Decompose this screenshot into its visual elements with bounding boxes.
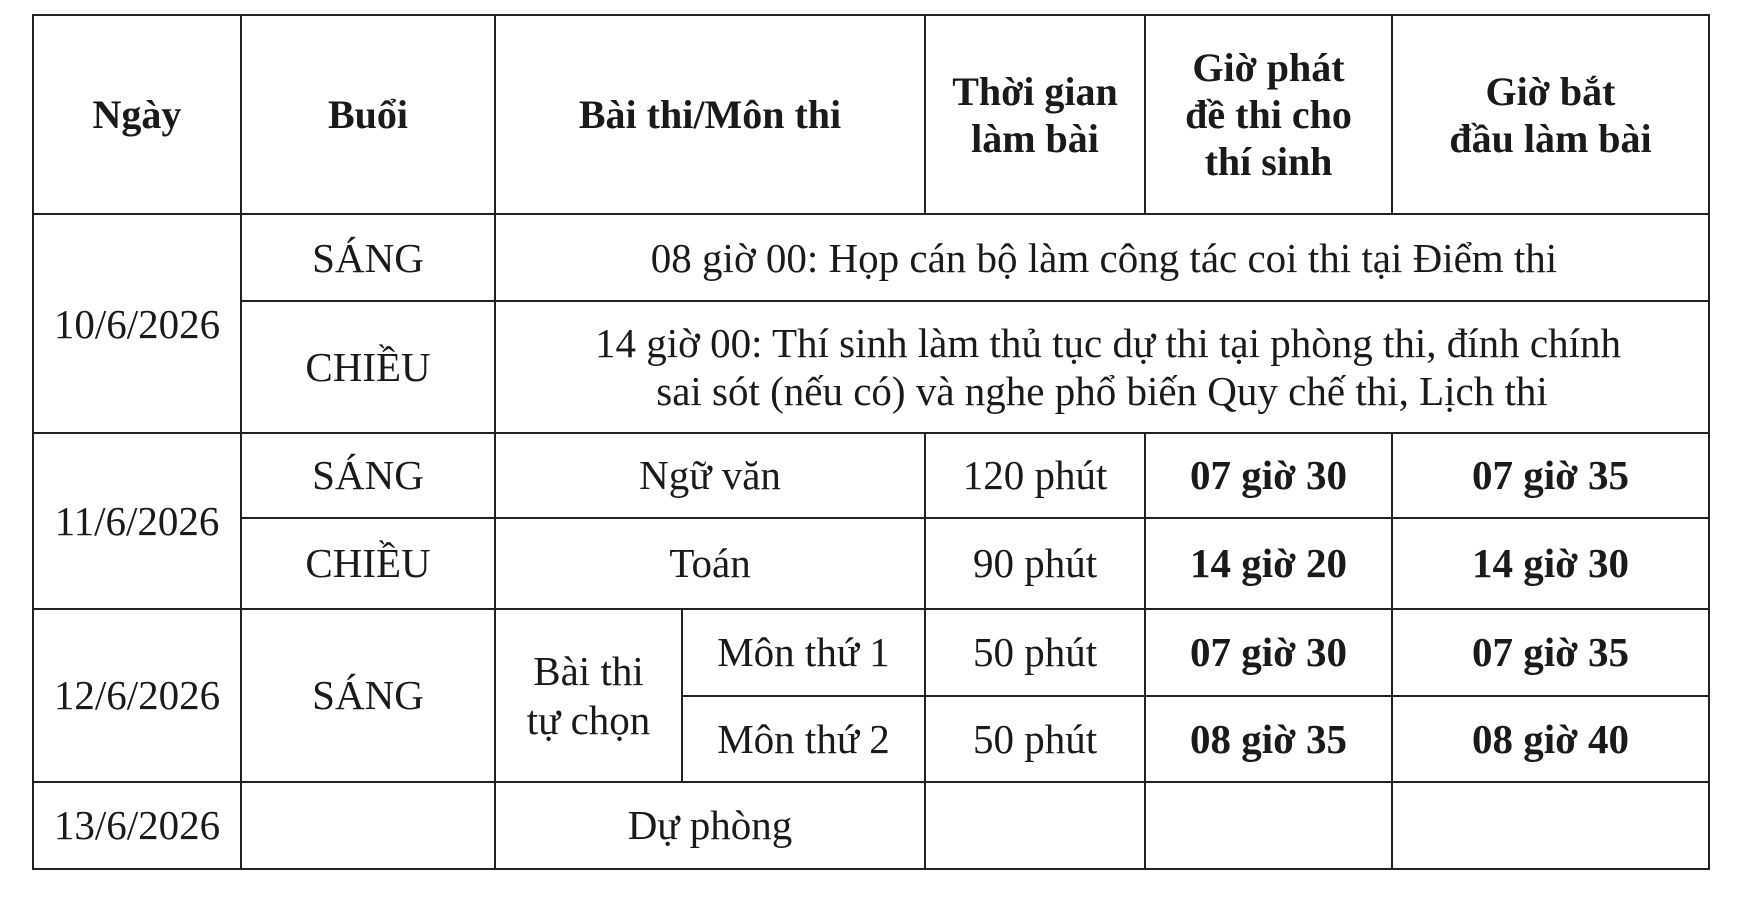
distribution-time-cell: 14 giờ 20 <box>1145 518 1392 609</box>
note-cell <box>495 301 1709 433</box>
table-row <box>33 518 1709 609</box>
start-time-cell: 14 giờ 30 <box>1392 518 1709 609</box>
table-row <box>33 609 1709 696</box>
header-exam: Bài thi/Môn thi <box>495 15 925 214</box>
header-row <box>33 15 1709 214</box>
header-date: Ngày <box>33 15 241 214</box>
table-row <box>33 301 1709 433</box>
exam-group-cell <box>495 609 682 782</box>
duration-cell: 50 phút <box>925 696 1145 783</box>
exam-cell: Ngữ văn <box>495 433 925 518</box>
note-text: sai sót (nếu có) và nghe phổ biến Quy chế thi, Lịch thi <box>656 368 1548 415</box>
header-duration <box>925 15 1145 214</box>
note-text: 08 giờ 00: Họp cán bộ làm công tác coi thi tại Điểm thi <box>650 234 1558 281</box>
header-start-line: đầu làm bài <box>1449 115 1652 161</box>
distribution-time-cell: 07 giờ 30 <box>1145 433 1392 518</box>
session-cell: CHIỀU <box>241 518 495 609</box>
distribution-time-cell: 07 giờ 30 <box>1145 609 1392 696</box>
header-start-line: Giờ bắt <box>1485 68 1616 114</box>
header-distribution-line: thí sinh <box>1204 139 1333 185</box>
exam-schedule-table <box>32 14 1710 870</box>
duration-cell: 50 phút <box>925 609 1145 696</box>
table-row <box>33 214 1709 301</box>
start-time-cell: 07 giờ 35 <box>1392 433 1709 518</box>
exam-cell: Dự phòng <box>495 782 925 869</box>
table-row <box>33 433 1709 518</box>
header-distribution-line: Giờ phát <box>1192 44 1345 90</box>
duration-cell: 90 phút <box>925 518 1145 609</box>
start-time-cell: 07 giờ 35 <box>1392 609 1709 696</box>
note-cell <box>495 214 1709 301</box>
date-cell: 11/6/2026 <box>33 433 241 609</box>
header-duration-line: làm bài <box>971 115 1099 161</box>
distribution-time-cell <box>1145 782 1392 869</box>
session-cell: CHIỀU <box>241 301 495 433</box>
table-row <box>33 782 1709 869</box>
header-duration-line: Thời gian <box>952 68 1118 114</box>
distribution-time-cell: 08 giờ 35 <box>1145 696 1392 783</box>
date-cell: 12/6/2026 <box>33 609 241 782</box>
exam-group-line: Bài thi <box>533 648 644 695</box>
subject-cell: Môn thứ 1 <box>682 609 925 696</box>
session-cell: SÁNG <box>241 609 495 782</box>
note-text: 14 giờ 00: Thí sinh làm thủ tục dự thi tại phòng thi, đính chính <box>595 319 1621 366</box>
exam-group-line: tự chọn <box>526 696 651 743</box>
duration-cell: 120 phút <box>925 433 1145 518</box>
start-time-cell <box>1392 782 1709 869</box>
session-cell: SÁNG <box>241 214 495 301</box>
header-distribution-line: đề thi cho <box>1185 92 1352 138</box>
exam-cell: Toán <box>495 518 925 609</box>
date-cell: 13/6/2026 <box>33 782 241 869</box>
duration-cell <box>925 782 1145 869</box>
header-start <box>1392 15 1709 214</box>
date-cell: 10/6/2026 <box>33 214 241 433</box>
session-cell: SÁNG <box>241 433 495 518</box>
header-distribution <box>1145 15 1392 214</box>
session-cell <box>241 782 495 869</box>
start-time-cell: 08 giờ 40 <box>1392 696 1709 783</box>
subject-cell: Môn thứ 2 <box>682 696 925 783</box>
header-session: Buổi <box>241 15 495 214</box>
